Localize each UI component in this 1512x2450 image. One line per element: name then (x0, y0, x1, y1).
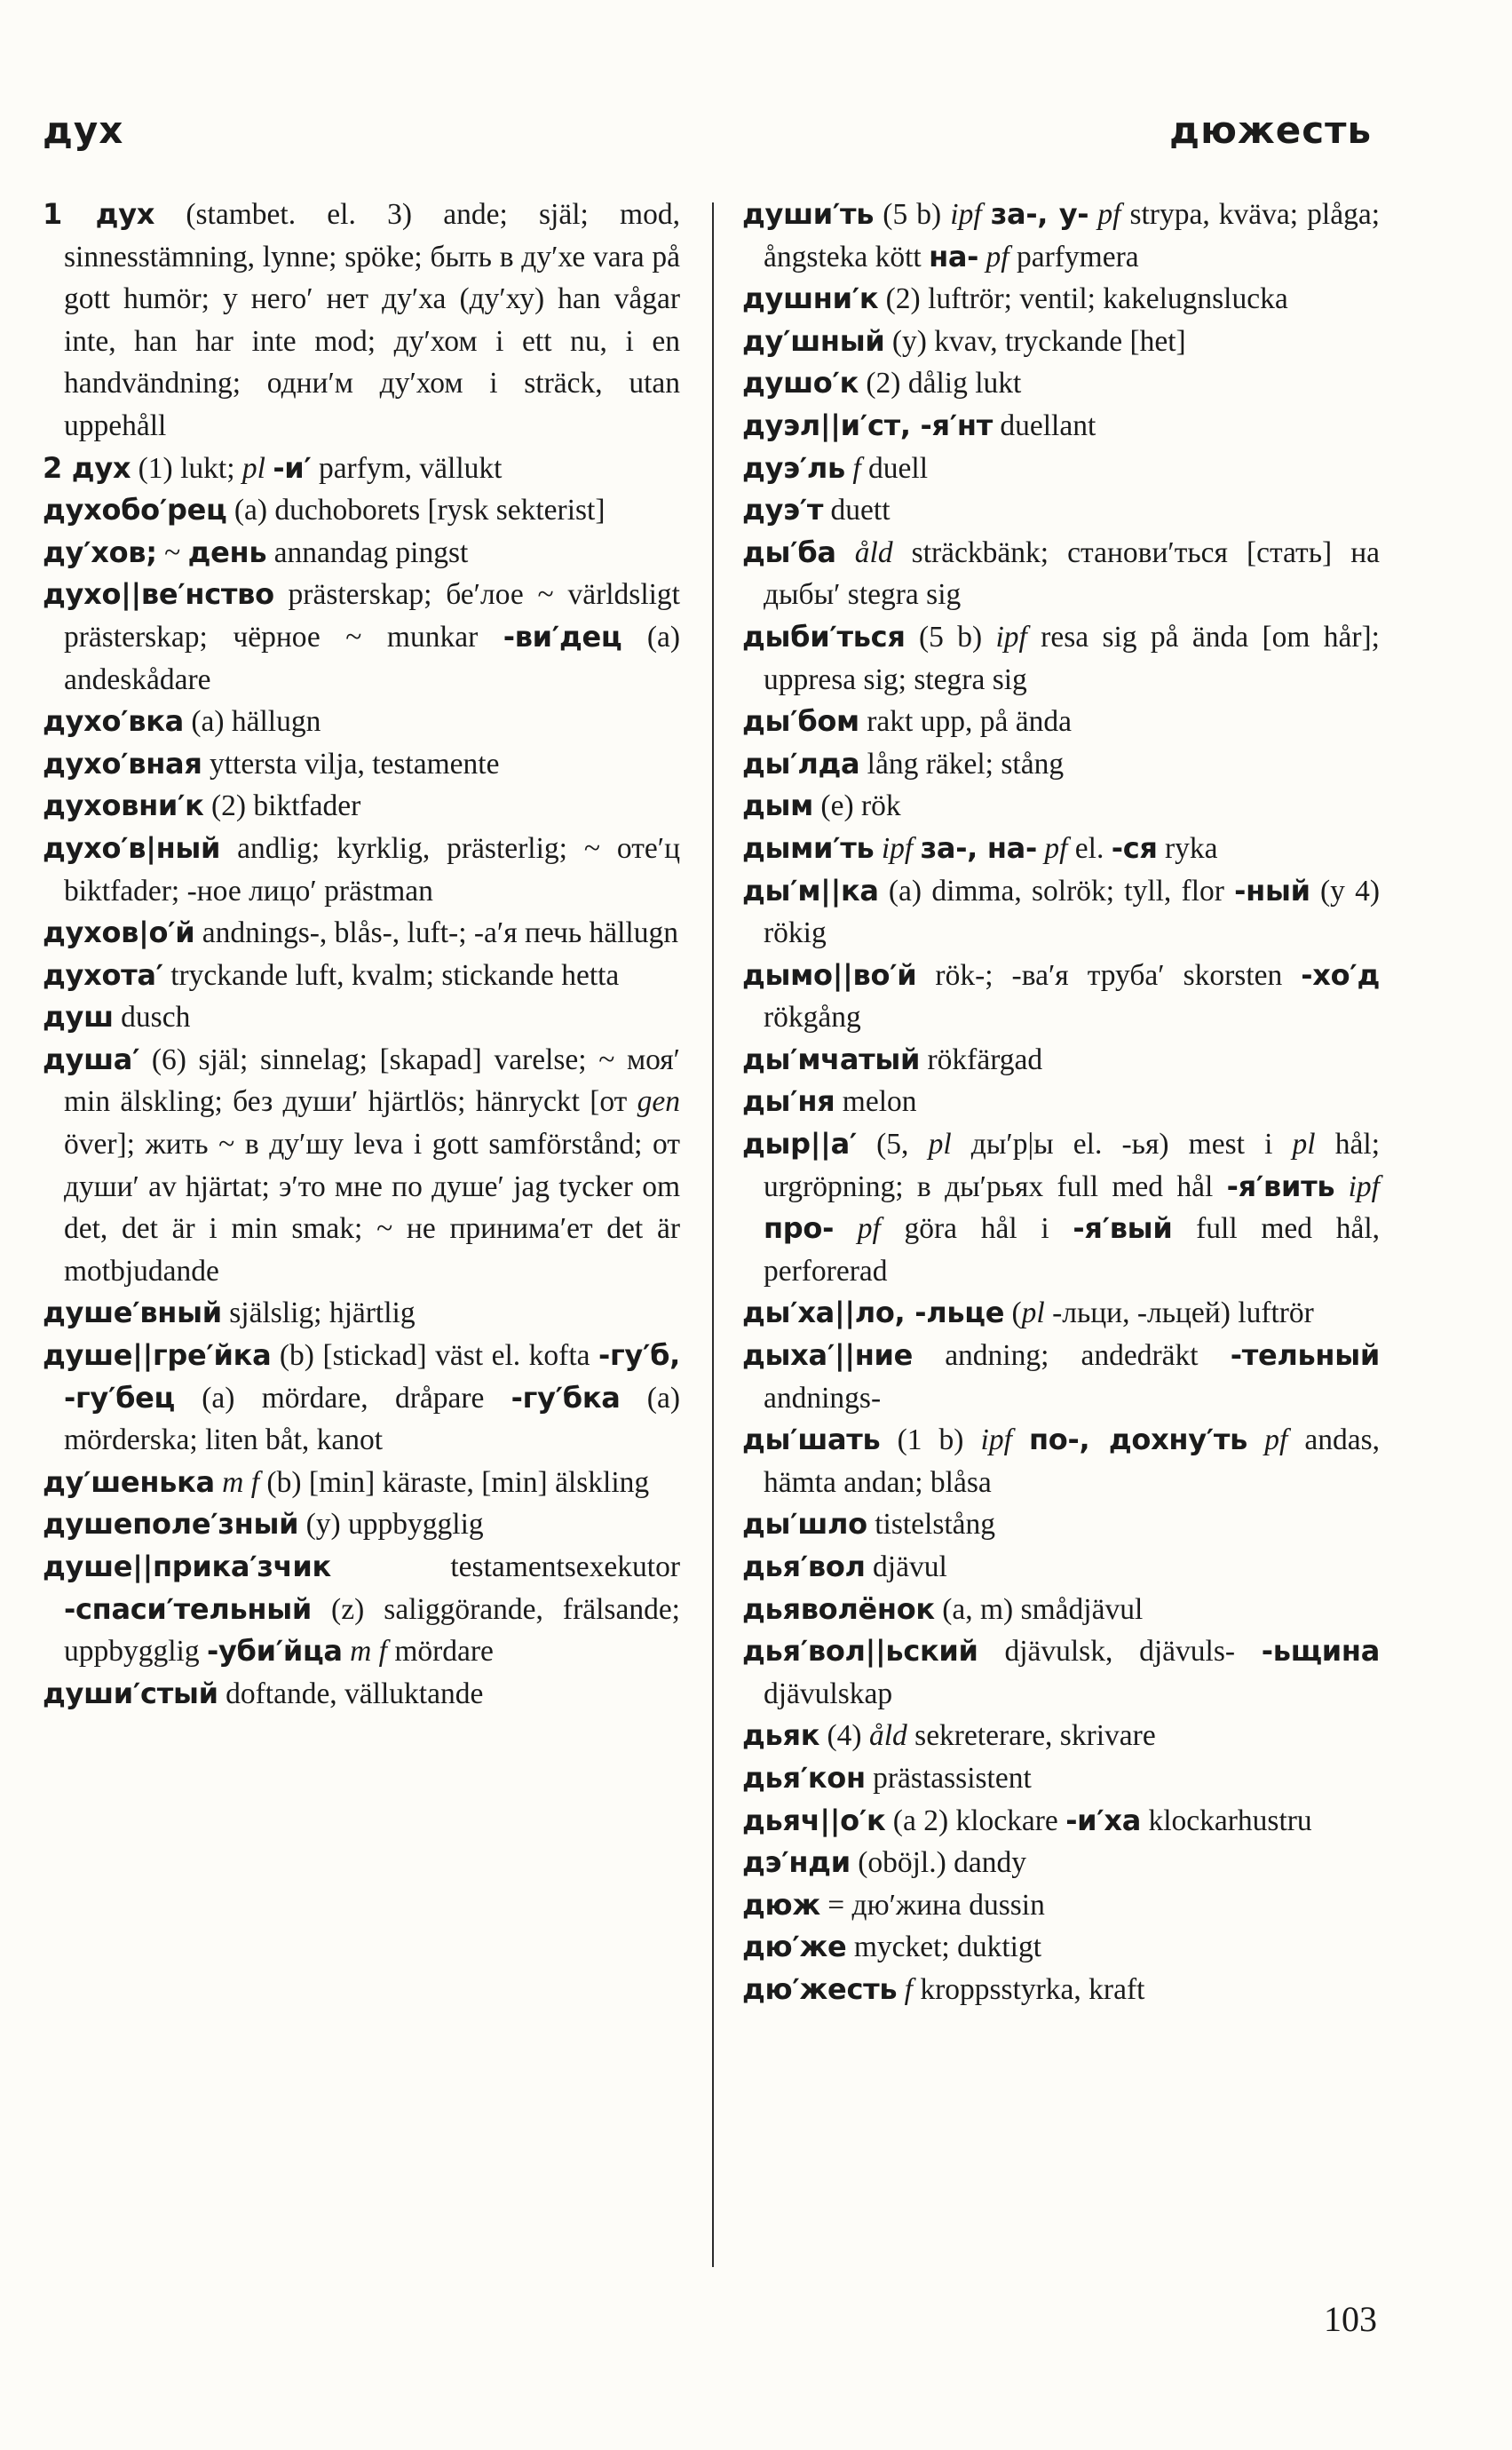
entry-headword: духо||ве′нство (43, 577, 274, 612)
entry-definition: (y) uppbygglig (298, 1508, 484, 1542)
dictionary-entry (43, 701, 680, 743)
dictionary-entry (742, 1715, 1380, 1757)
dictionary-entry (742, 1335, 1380, 1419)
dictionary-entry (43, 574, 680, 701)
dictionary-entry (742, 1081, 1380, 1123)
entry-definition: andlig; kyrklig, prästerlig; ~ оте′ц biktfader; -ное лицо′ prästman (64, 831, 680, 908)
entry-definition: tryckande luft, kvalm; stickande hetta (162, 958, 620, 992)
entry-definition: (oböjl.) dandy (850, 1846, 1026, 1880)
entry-definition: rök-; -ва′я труба′ skorsten -хо′д rökgång (764, 957, 1380, 1035)
dictionary-entry (742, 362, 1380, 405)
entry-definition: prästerskap; бе′лое ~ världsligt prästerskap; чёрное ~ munkar -ви′дец (a) andeskådare (64, 578, 680, 696)
entry-headword: душе||прика′зчик (43, 1550, 331, 1583)
dictionary-entry (742, 1926, 1380, 1969)
entry-headword: ду′шенька (43, 1464, 215, 1499)
entry-headword: дэ′нди (742, 1845, 851, 1880)
entry-headword: духо′в|ный (43, 830, 221, 865)
entry-headword: душни′к (742, 281, 879, 316)
right-column (742, 194, 1380, 2011)
entry-headword: дья′кон (742, 1760, 866, 1795)
entry-definition: (6) själ; sinnelag; [skapad] varelse; ~ моя′ min älskling; без души′ hjärtlös; hänryckt [от gen över]; жить ~ в ду′шу leva i gott samförstånd; от души′ av hjärtat; э′то мне по душе′ jag tycker om det, det är i min smak; ~ не принима′ет det är motbjudande (64, 1043, 680, 1288)
entry-headword: ды′бом (742, 704, 859, 739)
dictionary-entry (742, 1842, 1380, 1884)
entry-definition: (a) hällugn (183, 705, 321, 739)
entry-definition: dusch (113, 1001, 191, 1035)
dictionary-entry (43, 489, 680, 532)
entry-headword: дья′вол (742, 1550, 866, 1583)
running-head-left: дух (43, 108, 124, 152)
entry-headword: душо′к (742, 366, 859, 400)
entry-headword: дьяч||о′к (742, 1803, 886, 1837)
entry-definition: (y) kvav, tryckande [het] (884, 324, 1186, 358)
entry-headword: дюж (742, 1887, 820, 1922)
entry-headword: ды′шло (742, 1507, 867, 1542)
dictionary-entry (43, 743, 680, 786)
dictionary-entry (742, 1292, 1380, 1335)
entry-headword: ды′ня (742, 1084, 835, 1119)
entry-headword: ды′ба (742, 535, 836, 569)
dictionary-entry (742, 870, 1380, 955)
entry-definition: andnings-, blås-, luft-; -а′я печь hällugn (194, 916, 678, 950)
dictionary-entry (742, 194, 1380, 278)
dictionary-entry (742, 321, 1380, 363)
entry-headword: 2 дух (43, 450, 131, 485)
entry-definition: (a) dimma, solrök; tyll, flor -ный (y 4) rökig (764, 873, 1380, 950)
dictionary-entry (43, 1292, 680, 1335)
dictionary-entry (742, 955, 1380, 1039)
dictionary-entry (742, 405, 1380, 448)
entry-headword: дым (742, 789, 814, 823)
entry-headword: ды′лда (742, 746, 860, 781)
entry-headword: душе′вный (43, 1296, 222, 1330)
entry-definition: (5, pl ды′р|ы el. -ья) mest i pl hål; urgröpning; в ды′рьях full med hål -я′вить ipf про- pf göra hål i -я′вый full med hål, perforerad (764, 1128, 1380, 1288)
entry-definition: doftande, välluktande (218, 1677, 484, 1710)
entry-headword: дю′же (742, 1930, 847, 1964)
entry-headword: ды′мчатый (742, 1042, 921, 1076)
entry-definition: prästassistent (865, 1761, 1032, 1795)
dictionary-entry (43, 996, 680, 1039)
entry-headword: ду′хов; (43, 535, 157, 569)
entry-definition: m f (b) [min] käraste, [min] älskling (222, 1465, 650, 1499)
entry-definition: (2) biktfader (203, 789, 361, 823)
entry-headword: дыха′||ние (742, 1338, 914, 1373)
dictionary-entry (43, 828, 680, 912)
entry-headword: дыми′ть (742, 830, 875, 865)
dictionary-entry (43, 785, 680, 828)
entry-definition: (b) [stickad] väst el. kofta -гу′б, -гу′бец (a) mördare, dråpare -гу′бка (a) mörderska; liten båt, kanot (64, 1338, 680, 1457)
entry-headword: дуэл||и′ст, -я′нт (742, 408, 993, 442)
dictionary-entry (742, 278, 1380, 321)
entry-definition: f duell (852, 451, 929, 485)
entry-headword: дю′жесть (742, 1971, 898, 2006)
entry-headword: духов|о′й (43, 916, 195, 950)
entry-definition: åld sträckbänk; станови′ться [стать] на дыбы′ stegra sig (764, 535, 1381, 612)
dictionary-entry (43, 955, 680, 997)
entry-headword: ды′шать (742, 1423, 881, 1457)
entry-definition: tistelstång (867, 1508, 996, 1542)
running-head-right: дюжесть (1169, 108, 1372, 152)
entry-definition: (a, m) smådjävul (934, 1592, 1144, 1626)
entry-headword: душ (43, 1000, 114, 1035)
entry-definition: rökfärgad (920, 1043, 1043, 1076)
entry-headword: дья′вол||ьский (742, 1634, 978, 1669)
dictionary-entry (742, 1757, 1380, 1800)
dictionary-entry (742, 448, 1380, 490)
left-column (43, 194, 680, 1715)
dictionary-entry (43, 1546, 680, 1673)
entry-headword: дымо||во′й (742, 957, 917, 992)
entry-definition: (5 b) ipf за-, у- pf strypa, kväva; plåga; ångsteka kött на- pf parfymera (764, 197, 1381, 274)
dictionary-entry (742, 1503, 1380, 1546)
entry-definition: yttersta vilja, testamente (202, 747, 500, 781)
entry-definition: andning; andedräkt -тельный andnings- (764, 1338, 1380, 1415)
entry-definition: djävulsk, djävuls- -ьщина djävulskap (764, 1634, 1380, 1710)
entry-definition: (1) lukt; pl -и′ parfym, vällukt (131, 450, 503, 485)
entry-headword: 1 дух (43, 197, 155, 231)
page-number: 103 (1324, 2299, 1377, 2339)
entry-headword: дуэ′ль (742, 450, 845, 485)
entry-definition: ipf за-, на- pf el. -ся ryka (881, 830, 1218, 865)
dictionary-entry (742, 1589, 1380, 1631)
entry-definition: (4) åld sekreterare, skrivare (819, 1719, 1156, 1753)
dictionary-entry (43, 1503, 680, 1546)
entry-headword: ды′ха||ло, -льце (742, 1296, 1005, 1330)
entry-definition: duett (823, 494, 891, 527)
entry-headword: дуэ′т (742, 493, 824, 527)
dictionary-entry (43, 1335, 680, 1462)
entry-headword: души′ть (742, 197, 875, 231)
dictionary-entry (742, 616, 1380, 701)
dictionary-entry (43, 1673, 680, 1716)
entry-definition: (5 b) ipf resa sig på ända [om hår]; uppresa sig; stegra sig (764, 620, 1380, 696)
entry-headword: дьяволёнок (742, 1591, 935, 1626)
entry-definition: själslig; hjärtlig (221, 1296, 416, 1330)
entry-definition: ~ день annandag pingst (156, 535, 469, 569)
dictionary-entry (742, 532, 1380, 616)
entry-headword: духота′ (43, 957, 163, 992)
dictionary-entry (742, 1800, 1380, 1843)
entry-definition: rakt upp, på ända (859, 705, 1072, 739)
entry-definition: (e) rök (813, 789, 901, 823)
dictionary-entry (742, 1039, 1380, 1082)
entry-headword: духобо′рец (43, 493, 227, 527)
entry-headword: духовни′к (43, 789, 204, 823)
dictionary-entry (43, 912, 680, 955)
entry-definition: duellant (992, 408, 1096, 442)
entry-headword: душе||гре′йка (43, 1338, 272, 1373)
entry-headword: ды′м||ка (742, 873, 879, 908)
column-divider (712, 202, 714, 2267)
entry-definition: (2) dålig lukt (859, 367, 1022, 400)
entry-definition: (a 2) klockare -и′ха klockarhustru (885, 1803, 1312, 1837)
entry-definition: = дю′жина dussin (819, 1888, 1045, 1922)
dictionary-entry (43, 1462, 680, 1504)
entry-headword: духо′вка (43, 704, 184, 739)
dictionary-entry (742, 1419, 1380, 1503)
entry-definition: testamentsexekutor -спаси′тельный (z) saliggörande, frälsande; uppbygglig -уби′йца m f mördare (64, 1550, 680, 1669)
entry-headword: ду′шный (742, 323, 885, 358)
entry-definition: lång räkel; stång (859, 747, 1065, 781)
dictionary-entry (742, 1630, 1380, 1715)
dictionary-entry (43, 532, 680, 575)
entry-definition: (2) luftrör; ventil; kakelugnslucka (878, 282, 1288, 316)
entry-headword: дьяк (742, 1718, 820, 1753)
dictionary-entry (742, 828, 1380, 870)
dictionary-entry (742, 489, 1380, 532)
entry-headword: душеполе′зный (43, 1507, 299, 1542)
dictionary-entry (742, 785, 1380, 828)
dictionary-entry (742, 1546, 1380, 1589)
entry-definition: djävul (865, 1550, 947, 1583)
entry-definition: mycket; duktigt (846, 1931, 1042, 1964)
dictionary-entry (43, 194, 680, 448)
dictionary-entry (742, 1884, 1380, 1927)
dictionary-entry (742, 743, 1380, 786)
entry-headword: дыби′ться (742, 619, 906, 654)
dictionary-entry (43, 1039, 680, 1293)
entry-definition: (pl -льци, -льцей) luftrör (1004, 1296, 1314, 1330)
entry-definition: (a) duchoborets [rysk sekterist] (226, 494, 606, 527)
dictionary-entry (742, 1123, 1380, 1292)
entry-definition: (1 b) ipf по-, дохну′ть pf andas, hämta andan; blåsa (764, 1423, 1380, 1499)
entry-headword: духо′вная (43, 746, 202, 781)
entry-definition: (stambet. el. 3) ande; själ; mod, sinnesstämning, lynne; spöke; быть в ду′хе vara på gott humör; у него′ нет ду′ха (ду′ху) han vågar inte, han har inte mod; ду′хом i ett nu, i en handvändning; одни′м ду′хом i sträck, utan uppehåll (64, 198, 680, 442)
dictionary-entry (742, 1969, 1380, 2011)
entry-headword: дыр||а′ (742, 1127, 857, 1162)
entry-headword: душа′ (43, 1042, 140, 1076)
entry-definition: f kroppsstyrka, kraft (904, 1972, 1145, 2006)
entry-definition: melon (835, 1085, 917, 1119)
dictionary-entry (742, 701, 1380, 743)
dictionary-entry (43, 448, 680, 490)
entry-headword: души′стый (43, 1676, 218, 1710)
